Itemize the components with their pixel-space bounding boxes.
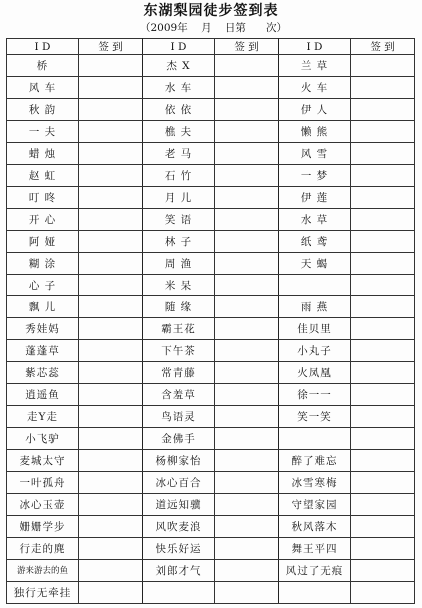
signature-cell[interactable]: [351, 274, 415, 296]
table-row: [7, 76, 415, 98]
signature-cell[interactable]: [79, 76, 143, 98]
table-row: [7, 252, 415, 274]
participant-id-cell: 醉了难忘: [279, 450, 351, 472]
table-row: [7, 559, 415, 581]
signature-cell[interactable]: [351, 537, 415, 559]
participant-id-cell: 月 儿: [143, 186, 215, 208]
signature-cell[interactable]: [215, 186, 279, 208]
participant-id-cell: 伊 人: [279, 98, 351, 120]
signature-cell[interactable]: [215, 494, 279, 516]
table-row: [7, 340, 415, 362]
participant-id-cell: 赵 虹: [7, 164, 79, 186]
participant-id-cell: 开 心: [7, 208, 79, 230]
signature-cell[interactable]: [79, 296, 143, 318]
signature-cell[interactable]: [215, 296, 279, 318]
participant-id-cell: 舞王平四: [279, 537, 351, 559]
signature-cell[interactable]: [215, 537, 279, 559]
participant-id-cell: 快乐好运: [143, 537, 215, 559]
signature-cell[interactable]: [351, 208, 415, 230]
participant-id-cell: 刘郎才气: [143, 559, 215, 581]
signature-cell[interactable]: [79, 362, 143, 384]
participant-id-cell: 火凤凰: [279, 362, 351, 384]
table-row: [7, 55, 415, 77]
participant-id-cell: 一叶孤舟: [7, 472, 79, 494]
signature-cell[interactable]: [351, 362, 415, 384]
table-row: [7, 494, 415, 516]
signature-cell[interactable]: [79, 164, 143, 186]
signature-cell[interactable]: [351, 559, 415, 581]
participant-id-cell: 行走的麂: [7, 537, 79, 559]
participant-id-cell: 水 草: [279, 208, 351, 230]
participant-id-cell: 守望家园: [279, 494, 351, 516]
signature-cell[interactable]: [79, 494, 143, 516]
header-id: I D: [279, 39, 351, 55]
participant-id-cell: 心 子: [7, 274, 79, 296]
signature-cell[interactable]: [351, 516, 415, 538]
participant-id-cell: 徐一一: [279, 384, 351, 406]
signature-cell[interactable]: [79, 186, 143, 208]
signature-cell[interactable]: [79, 98, 143, 120]
signature-cell[interactable]: [79, 472, 143, 494]
signature-cell[interactable]: [79, 559, 143, 581]
signature-cell[interactable]: [215, 428, 279, 450]
participant-id-cell: 秋 韵: [7, 98, 79, 120]
signature-cell[interactable]: [215, 274, 279, 296]
signature-cell[interactable]: [351, 76, 415, 98]
participant-id-cell: 樵 夫: [143, 120, 215, 142]
signature-cell[interactable]: [215, 120, 279, 142]
table-row: [7, 120, 415, 142]
signature-cell[interactable]: [351, 318, 415, 340]
signature-cell[interactable]: [79, 384, 143, 406]
signature-cell[interactable]: [215, 208, 279, 230]
table-row: [7, 296, 415, 318]
signature-cell[interactable]: [351, 428, 415, 450]
signature-cell[interactable]: [215, 450, 279, 472]
participant-id-cell: 霸王花: [143, 318, 215, 340]
signature-cell[interactable]: [79, 428, 143, 450]
participant-id-cell: 雨 燕: [279, 296, 351, 318]
signature-cell[interactable]: [215, 362, 279, 384]
signature-cell[interactable]: [215, 98, 279, 120]
signature-cell[interactable]: [79, 581, 143, 603]
signature-cell[interactable]: [79, 208, 143, 230]
participant-id-cell: 逍遥鱼: [7, 384, 79, 406]
header-id: I D: [143, 39, 215, 55]
participant-id-cell: [279, 274, 351, 296]
participant-id-cell: 石 竹: [143, 164, 215, 186]
signature-cell[interactable]: [79, 274, 143, 296]
participant-id-cell: 水 车: [143, 76, 215, 98]
participant-id-cell: 下午茶: [143, 340, 215, 362]
participant-id-cell: 蓬蓬草: [7, 340, 79, 362]
table-row: [7, 472, 415, 494]
signature-cell[interactable]: [351, 494, 415, 516]
signature-cell[interactable]: [215, 76, 279, 98]
signature-cell[interactable]: [79, 120, 143, 142]
signature-cell[interactable]: [215, 318, 279, 340]
signature-cell[interactable]: [351, 142, 415, 164]
participant-id-cell: 米 呆: [143, 274, 215, 296]
participant-id-cell: 老 马: [143, 142, 215, 164]
signature-cell[interactable]: [79, 450, 143, 472]
table-row: [7, 537, 415, 559]
participant-id-cell: [143, 581, 215, 603]
participant-id-cell: [279, 581, 351, 603]
signature-cell[interactable]: [351, 406, 415, 428]
signature-cell[interactable]: [351, 384, 415, 406]
signature-cell[interactable]: [351, 450, 415, 472]
signature-cell[interactable]: [79, 406, 143, 428]
signature-cell[interactable]: [351, 581, 415, 603]
signature-cell[interactable]: [351, 340, 415, 362]
signature-cell[interactable]: [215, 384, 279, 406]
participant-id-cell: 蜡 烛: [7, 142, 79, 164]
table-row: [7, 230, 415, 252]
signature-cell[interactable]: [215, 252, 279, 274]
table-row: [7, 384, 415, 406]
signature-cell[interactable]: [215, 55, 279, 77]
signature-cell[interactable]: [79, 55, 143, 77]
signature-cell[interactable]: [351, 164, 415, 186]
participant-id-cell: 风过了无痕: [279, 559, 351, 581]
participant-id-cell: 麦城太守: [7, 450, 79, 472]
participant-id-cell: 鸟语灵: [143, 406, 215, 428]
participant-id-cell: 风吹麦浪: [143, 516, 215, 538]
signature-cell[interactable]: [215, 516, 279, 538]
participant-id-cell: 秀娃妈: [7, 318, 79, 340]
table-row: [7, 428, 415, 450]
table-row: [7, 362, 415, 384]
participant-id-cell: 独行无牵挂: [7, 581, 79, 603]
table-row: [7, 274, 415, 296]
signature-cell[interactable]: [79, 230, 143, 252]
participant-id-cell: 纸 鸢: [279, 230, 351, 252]
signature-cell[interactable]: [79, 142, 143, 164]
table-row: [7, 98, 415, 120]
signin-table: [6, 38, 415, 604]
participant-id-cell: 杰 X: [143, 55, 215, 77]
signature-cell[interactable]: [351, 55, 415, 77]
participant-id-cell: 桥: [7, 55, 79, 77]
participant-id-cell: [279, 428, 351, 450]
signature-cell[interactable]: [351, 98, 415, 120]
signature-cell[interactable]: [79, 537, 143, 559]
header-signin: 签 到: [215, 39, 279, 55]
participant-id-cell: 杨柳家怡: [143, 450, 215, 472]
participant-id-cell: 叮 咚: [7, 186, 79, 208]
participant-id-cell: 姗姗学步: [7, 516, 79, 538]
participant-id-cell: 笑一笑: [279, 406, 351, 428]
signature-cell[interactable]: [215, 472, 279, 494]
participant-id-cell: 道远知骥: [143, 494, 215, 516]
participant-id-cell: 伊 莲: [279, 186, 351, 208]
participant-id-cell: 笑 语: [143, 208, 215, 230]
participant-id-cell: 走Y走: [7, 406, 79, 428]
participant-id-cell: 火 车: [279, 76, 351, 98]
participant-id-cell: 小飞驴: [7, 428, 79, 450]
signature-cell[interactable]: [351, 120, 415, 142]
participant-id-cell: 金佛手: [143, 428, 215, 450]
participant-id-cell: 一 梦: [279, 164, 351, 186]
signature-cell[interactable]: [215, 581, 279, 603]
table-row: [7, 164, 415, 186]
table-row: [7, 406, 415, 428]
participant-id-cell: 兰 草: [279, 55, 351, 77]
signature-cell[interactable]: [351, 252, 415, 274]
participant-id-cell: 糊 涂: [7, 252, 79, 274]
table-row: [7, 142, 415, 164]
signature-cell[interactable]: [215, 230, 279, 252]
header-signin: 签 到: [79, 39, 143, 55]
participant-id-cell: 秋风落木: [279, 516, 351, 538]
table-row: [7, 186, 415, 208]
participant-id-cell: 冰心百合: [143, 472, 215, 494]
table-row: [7, 581, 415, 603]
table-row: [7, 318, 415, 340]
participant-id-cell: 风 雪: [279, 142, 351, 164]
participant-id-cell: 紫芯蕊: [7, 362, 79, 384]
participant-id-cell: 冰雪寒梅: [279, 472, 351, 494]
table-row: [7, 450, 415, 472]
header-row: [7, 39, 415, 55]
participant-id-cell: 小丸子: [279, 340, 351, 362]
table-row: [7, 516, 415, 538]
participant-id-cell: 含羞草: [143, 384, 215, 406]
participant-id-cell: 佳贝里: [279, 318, 351, 340]
participant-id-cell: 随 缘: [143, 296, 215, 318]
signature-cell[interactable]: [79, 516, 143, 538]
signature-cell[interactable]: [79, 318, 143, 340]
participant-id-cell: 天 蝎: [279, 252, 351, 274]
signin-rows: [7, 55, 415, 604]
signature-cell[interactable]: [79, 340, 143, 362]
sheet-title: 东湖梨园徒步签到表: [143, 3, 279, 19]
participant-id-cell: 一 夫: [7, 120, 79, 142]
participant-id-cell: 懒 熊: [279, 120, 351, 142]
participant-id-cell: 阿 娅: [7, 230, 79, 252]
participant-id-cell: 依 依: [143, 98, 215, 120]
signature-cell[interactable]: [79, 252, 143, 274]
participant-id-cell: 飘 儿: [7, 296, 79, 318]
signature-cell[interactable]: [351, 296, 415, 318]
header-signin: 签 到: [351, 39, 415, 55]
signature-cell[interactable]: [215, 142, 279, 164]
signature-cell[interactable]: [351, 230, 415, 252]
sheet-subtitle: （2009年 月 日第 次）: [140, 22, 287, 34]
participant-id-cell: 风 车: [7, 76, 79, 98]
participant-id-cell: 冰心玉壶: [7, 494, 79, 516]
signature-cell[interactable]: [215, 164, 279, 186]
participant-id-cell: 游来游去的鱼: [7, 559, 79, 581]
table-row: [7, 208, 415, 230]
signature-cell[interactable]: [351, 186, 415, 208]
participant-id-cell: 林 子: [143, 230, 215, 252]
header-id: I D: [7, 39, 79, 55]
signature-cell[interactable]: [351, 472, 415, 494]
signature-cell[interactable]: [215, 559, 279, 581]
signature-cell[interactable]: [215, 340, 279, 362]
signature-cell[interactable]: [215, 406, 279, 428]
participant-id-cell: 周 渔: [143, 252, 215, 274]
participant-id-cell: 常青藤: [143, 362, 215, 384]
